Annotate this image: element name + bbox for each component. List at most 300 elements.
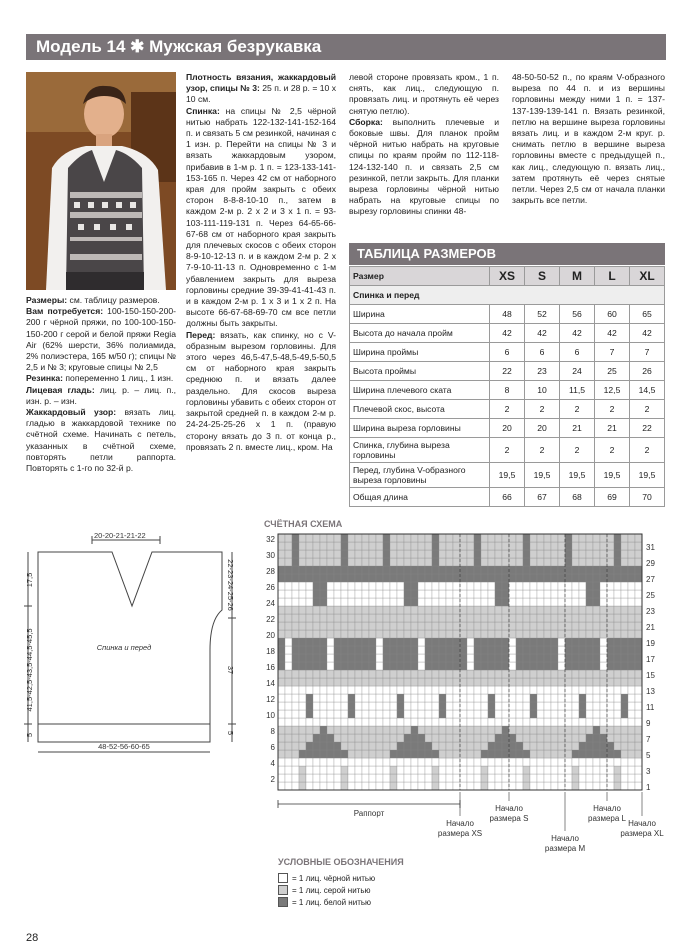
chart-cell [474, 630, 481, 638]
chart-cell [537, 550, 544, 558]
chart-cell [607, 654, 614, 662]
chart-cell [306, 758, 313, 766]
chart-cell [404, 654, 411, 662]
chart-cell [453, 782, 460, 790]
chart-cell [446, 574, 453, 582]
chart-cell [572, 630, 579, 638]
chart-cell [537, 590, 544, 598]
chart-cell [432, 710, 439, 718]
chart-cell [551, 686, 558, 694]
chart-cell [306, 710, 313, 718]
chart-cell [614, 694, 621, 702]
chart-cell [551, 662, 558, 670]
chart-cell [369, 574, 376, 582]
chart-cell [404, 758, 411, 766]
chart-cell [439, 686, 446, 694]
chart-cell [320, 670, 327, 678]
chart-cell [579, 534, 586, 542]
chart-cell [278, 734, 285, 742]
chart-cell [621, 630, 628, 638]
chart-cell [523, 638, 530, 646]
chart-cell [502, 622, 509, 630]
chart-cell [572, 766, 579, 774]
chart-cell [593, 670, 600, 678]
chart-cell [278, 534, 285, 542]
chart-cell [397, 742, 404, 750]
chart-cell [299, 598, 306, 606]
chart-cell [425, 774, 432, 782]
chart-cell [411, 686, 418, 694]
chart-cell [474, 614, 481, 622]
chart-cell [558, 758, 565, 766]
chart-cell [467, 742, 474, 750]
chart-cell [390, 678, 397, 686]
chart-cell [509, 622, 516, 630]
chart-cell [607, 646, 614, 654]
chart-cell [439, 550, 446, 558]
chart-cell [453, 718, 460, 726]
chart-cell [299, 550, 306, 558]
chart-cell [523, 702, 530, 710]
chart-cell [327, 710, 334, 718]
chart-cell [628, 566, 635, 574]
chart-cell [432, 774, 439, 782]
chart-cell [285, 582, 292, 590]
chart-cell [530, 614, 537, 622]
chart-cell [516, 558, 523, 566]
chart-cell [635, 774, 642, 782]
chart-cell [607, 734, 614, 742]
size-header-cell: L [595, 267, 630, 286]
chart-cell [313, 590, 320, 598]
chart-cell [572, 782, 579, 790]
chart-cell [607, 606, 614, 614]
chart-cell [313, 638, 320, 646]
chart-cell [362, 566, 369, 574]
chart-cell [502, 534, 509, 542]
chart-cell [579, 630, 586, 638]
chart-cell [383, 734, 390, 742]
chart-cell [551, 750, 558, 758]
chart-cell [600, 542, 607, 550]
chart-cell [565, 686, 572, 694]
chart-cell [390, 558, 397, 566]
chart-cell [495, 654, 502, 662]
chart-cell [404, 566, 411, 574]
chart-cell [383, 614, 390, 622]
chart-cell [397, 590, 404, 598]
chart-cell [488, 734, 495, 742]
chart-cell [614, 718, 621, 726]
chart-cell [278, 750, 285, 758]
chart-cell [579, 654, 586, 662]
chart-cell [586, 622, 593, 630]
chart-cell [495, 686, 502, 694]
rib-paragraph: Резинка: попеременно 1 лиц., 1 изн. [26, 373, 174, 384]
chart-cell [397, 662, 404, 670]
chart-cell [383, 774, 390, 782]
chart-cell [306, 734, 313, 742]
chart-cell [614, 686, 621, 694]
chart-cell [460, 542, 467, 550]
chart-cell [635, 686, 642, 694]
chart-cell [411, 782, 418, 790]
chart-cell [600, 662, 607, 670]
chart-cell [390, 614, 397, 622]
chart-cell [411, 646, 418, 654]
chart-cell [453, 774, 460, 782]
chart-cell [306, 534, 313, 542]
chart-cell [537, 574, 544, 582]
chart-cell [635, 662, 642, 670]
size-row-value: 60 [595, 305, 630, 324]
chart-cell [348, 694, 355, 702]
model-title: Модель 14 ✱ Мужская безрукавка [36, 37, 322, 56]
chart-cell [390, 606, 397, 614]
chart-cell [327, 630, 334, 638]
chart-cell [355, 726, 362, 734]
chart-cell [362, 758, 369, 766]
chart-cell [635, 694, 642, 702]
chart-cell [502, 606, 509, 614]
chart-cell [320, 606, 327, 614]
chart-cell [404, 710, 411, 718]
chart-cell [523, 726, 530, 734]
chart-cell [537, 750, 544, 758]
chart-cell [439, 710, 446, 718]
chart-cell [502, 638, 509, 646]
chart-cell [376, 718, 383, 726]
chart-cell [530, 694, 537, 702]
chart-cell [460, 742, 467, 750]
chart-cell [369, 638, 376, 646]
chart-cell [537, 566, 544, 574]
chart-cell [495, 582, 502, 590]
chart-cell [341, 670, 348, 678]
chart-cell [362, 766, 369, 774]
chart-cell [320, 702, 327, 710]
chart-cell [334, 678, 341, 686]
chart-cell [376, 694, 383, 702]
chart-cell [530, 590, 537, 598]
chart-cell [369, 654, 376, 662]
stst-paragraph: Лицевая гладь: лиц. р. – лиц. п., изн. р. – изн. [26, 384, 176, 406]
chart-cell [348, 542, 355, 550]
chart-cell [334, 614, 341, 622]
chart-row-number-right: 29 [646, 559, 655, 568]
chart-cell [348, 566, 355, 574]
chart-cell [488, 710, 495, 718]
size-row-value: 42 [525, 324, 560, 343]
chart-cell [488, 686, 495, 694]
chart-cell [278, 718, 285, 726]
chart-cell [467, 590, 474, 598]
legend [278, 872, 478, 908]
chart-cell [607, 590, 614, 598]
chart-cell [348, 622, 355, 630]
chart-cell [593, 694, 600, 702]
chart-cell [362, 694, 369, 702]
chart-cell [502, 590, 509, 598]
chart-cell [551, 694, 558, 702]
chart-cell [320, 574, 327, 582]
chart-cell [628, 638, 635, 646]
size-row-value: 70 [630, 488, 665, 507]
chart-cell [607, 582, 614, 590]
chart-cell [453, 558, 460, 566]
chart-cell [460, 598, 467, 606]
chart-cell [439, 782, 446, 790]
chart-cell [376, 710, 383, 718]
chart-cell [278, 726, 285, 734]
chart-cell [593, 638, 600, 646]
chart-cell [579, 566, 586, 574]
chart-cell [516, 734, 523, 742]
chart-cell [586, 734, 593, 742]
chart-cell [292, 574, 299, 582]
chart-cell [558, 734, 565, 742]
size-table-header-row [350, 267, 665, 286]
chart-cell [292, 542, 299, 550]
chart-cell [334, 550, 341, 558]
chart-cell [411, 590, 418, 598]
chart-cell [397, 734, 404, 742]
chart-cell [355, 766, 362, 774]
chart-cell [565, 742, 572, 750]
chart-cell [334, 630, 341, 638]
chart-cell [418, 710, 425, 718]
chart-cell [544, 694, 551, 702]
size-row-value: 20 [525, 419, 560, 438]
chart-cell [376, 614, 383, 622]
chart-cell [509, 598, 516, 606]
chart-cell [418, 598, 425, 606]
chart-cell [341, 582, 348, 590]
chart-cell [348, 582, 355, 590]
chart-cell [397, 582, 404, 590]
chart-cell [334, 646, 341, 654]
chart-cell [320, 694, 327, 702]
chart-cell [341, 638, 348, 646]
chart-cell [586, 718, 593, 726]
chart-cell [565, 630, 572, 638]
chart-cell [285, 758, 292, 766]
chart-cell [425, 582, 432, 590]
chart-cell [439, 590, 446, 598]
chart-cell [327, 542, 334, 550]
chart-cell [474, 670, 481, 678]
chart-cell [635, 750, 642, 758]
chart-cell [292, 718, 299, 726]
chart-cell [404, 598, 411, 606]
chart-cell [320, 686, 327, 694]
chart-cell [600, 558, 607, 566]
chart-cell [481, 550, 488, 558]
size-header-label: Размер [350, 267, 490, 286]
chart-cell [453, 726, 460, 734]
size-row-value: 7 [595, 343, 630, 362]
chart-cell [474, 702, 481, 710]
chart-cell [467, 550, 474, 558]
chart-cell [488, 550, 495, 558]
chart-cell [453, 710, 460, 718]
materials-paragraph: Вам потребуется: 100-150-150-200-200 г чёрной пряжи, по 100-100-150-150-200 г серой и белой пряжи Regia Air (62% шерсти, 36% полиамида, 2% полиэстера, 165 м/50 г); спицы № 2,5 и № 3; круговые спицы № 2,5 [26, 306, 176, 373]
chart-cell [362, 654, 369, 662]
chart-cell [502, 726, 509, 734]
chart-cell [313, 766, 320, 774]
chart-cell [607, 742, 614, 750]
chart-cell [432, 646, 439, 654]
chart-row-number-left: 24 [266, 599, 275, 608]
chart-cell [432, 702, 439, 710]
chart-cell [537, 558, 544, 566]
chart-cell [376, 662, 383, 670]
chart-cell [425, 734, 432, 742]
chart-cell [320, 534, 327, 542]
chart-cell [593, 782, 600, 790]
chart-cell [516, 574, 523, 582]
chart-cell [488, 670, 495, 678]
chart-cell [390, 630, 397, 638]
chart-cell [355, 622, 362, 630]
chart-cell [425, 550, 432, 558]
chart-row-number-right: 11 [646, 703, 655, 712]
model-photo-illustration [26, 72, 176, 290]
chart-cell [432, 582, 439, 590]
chart-cell [348, 718, 355, 726]
chart-cell [306, 590, 313, 598]
chart-cell [397, 598, 404, 606]
chart-cell [320, 550, 327, 558]
chart-cell [390, 734, 397, 742]
chart-cell [530, 662, 537, 670]
chart-cell [516, 582, 523, 590]
chart-cell [481, 558, 488, 566]
chart-cell [292, 750, 299, 758]
chart-cell [285, 606, 292, 614]
assembly-paragraph: Сборка: выполнить плечевые и боковые швы. Для планок пройм чёрной нитью набрать на круговые спицы по краям пройм по 112-118-124-132-140 п. и связать 2,5 см резинкой, петли закрыть. Для планки выреза горловины чёрной нитью набрать на круговые спицы по вырезу горловины спинки 48- [349, 116, 499, 217]
chart-cell [495, 678, 502, 686]
chart-cell [383, 534, 390, 542]
chart-cell [355, 670, 362, 678]
chart-cell [292, 638, 299, 646]
chart-cell [285, 718, 292, 726]
chart-cell [341, 550, 348, 558]
chart-cell [425, 686, 432, 694]
chart-cell [635, 542, 642, 550]
size-start-label: размера M [544, 844, 586, 853]
chart-cell [404, 678, 411, 686]
chart-cell [418, 766, 425, 774]
chart-cell [390, 694, 397, 702]
chart-cell [327, 758, 334, 766]
chart-cell [593, 598, 600, 606]
chart-cell [411, 614, 418, 622]
chart-cell [530, 758, 537, 766]
chart-cell [341, 686, 348, 694]
chart-cell [523, 734, 530, 742]
chart-cell [586, 614, 593, 622]
chart-cell [355, 542, 362, 550]
chart-cell [383, 638, 390, 646]
chart-cell [390, 774, 397, 782]
chart-cell [460, 718, 467, 726]
chart-cell [460, 686, 467, 694]
chart-cell [467, 662, 474, 670]
chart-cell [334, 662, 341, 670]
chart-cell [502, 654, 509, 662]
chart-cell [348, 654, 355, 662]
chart-cell [397, 534, 404, 542]
chart-cell [523, 558, 530, 566]
chart-cell [453, 638, 460, 646]
chart-cell [383, 558, 390, 566]
chart-cell [446, 590, 453, 598]
chart-cell [446, 542, 453, 550]
chart-cell [432, 566, 439, 574]
chart-cell [341, 598, 348, 606]
chart-cell [404, 726, 411, 734]
chart-cell [376, 638, 383, 646]
chart-cell [509, 718, 516, 726]
size-row-value: 42 [595, 324, 630, 343]
chart-cell [600, 686, 607, 694]
chart-cell [327, 742, 334, 750]
chart-cell [558, 782, 565, 790]
chart-cell [495, 534, 502, 542]
chart-cell [474, 598, 481, 606]
chart-cell [628, 598, 635, 606]
chart-cell [278, 686, 285, 694]
chart-cell [348, 702, 355, 710]
chart-cell [355, 774, 362, 782]
chart-cell [418, 614, 425, 622]
chart-cell [530, 782, 537, 790]
chart-cell [313, 582, 320, 590]
chart-cell [432, 654, 439, 662]
chart-cell [537, 662, 544, 670]
chart-cell [579, 638, 586, 646]
chart-cell [439, 726, 446, 734]
chart-cell [355, 750, 362, 758]
chart-cell [306, 678, 313, 686]
chart-cell [495, 734, 502, 742]
chart-row-number-right: 15 [646, 671, 655, 680]
chart-cell [278, 598, 285, 606]
chart-cell [579, 542, 586, 550]
size-row-value: 2 [490, 400, 525, 419]
chart-cell [635, 630, 642, 638]
chart-cell [474, 678, 481, 686]
chart-cell [341, 646, 348, 654]
chart-cell [334, 686, 341, 694]
chart-cell [516, 710, 523, 718]
size-row-value: 7 [630, 343, 665, 362]
chart-cell [544, 686, 551, 694]
chart-cell [593, 750, 600, 758]
size-row-value: 11,5 [560, 381, 595, 400]
chart-cell [467, 542, 474, 550]
chart-cell [320, 542, 327, 550]
chart-cell [467, 646, 474, 654]
chart-cell [313, 654, 320, 662]
chart-cell [285, 694, 292, 702]
chart-cell [586, 646, 593, 654]
chart-cell [418, 782, 425, 790]
chart-cell [530, 766, 537, 774]
chart-cell [397, 710, 404, 718]
chart-cell [481, 710, 488, 718]
